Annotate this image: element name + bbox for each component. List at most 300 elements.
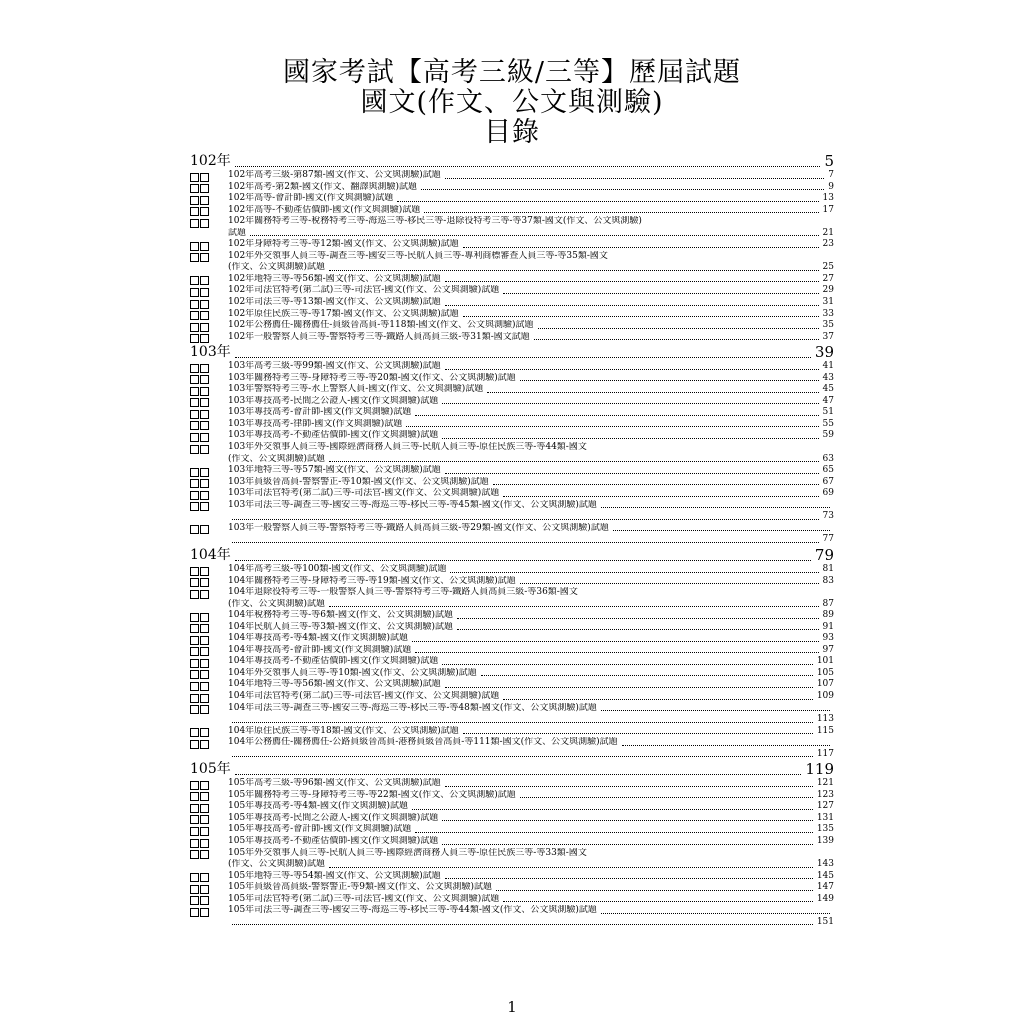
checkbox[interactable]: [200, 364, 209, 373]
checkbox[interactable]: [190, 433, 199, 442]
toc-heading: 目錄: [484, 117, 540, 148]
dot-leader: [232, 924, 813, 925]
entry-page-number: 97: [822, 644, 834, 655]
checkbox[interactable]: [190, 740, 199, 749]
checkbox[interactable]: [190, 885, 199, 894]
entry-title: 102年高考-第2類-國文(作文、翻譯與測驗)試題: [228, 181, 418, 192]
checkbox[interactable]: [190, 839, 199, 848]
entry-page-number: 69: [822, 488, 834, 499]
entry-page-number: 91: [822, 621, 834, 632]
checkbox[interactable]: [200, 850, 209, 859]
entry-page-number: 131: [816, 812, 834, 823]
checkbox[interactable]: [190, 636, 199, 645]
checkbox-pair: [190, 445, 209, 454]
checkbox[interactable]: [200, 433, 209, 442]
dot-leader: [457, 629, 819, 630]
dot-leader: [481, 675, 813, 676]
dot-leader: [601, 913, 830, 914]
entry-title: 102年地特三等-等56類-國文(作文、公文與測驗)試題: [228, 273, 441, 284]
checkbox[interactable]: [200, 908, 209, 917]
entry-title: 104年專技高考-不動產估價師-國文(作文與測驗)試題: [228, 656, 439, 667]
toc-entry[interactable]: [190, 679, 834, 691]
checkbox-pair: [190, 173, 209, 182]
entry-title: 105年地特三等-等54類-國文(作文、公文與測驗)試題: [228, 870, 441, 881]
checkbox-pair: [190, 433, 209, 442]
checkbox[interactable]: [190, 850, 199, 859]
checkbox[interactable]: [190, 613, 199, 622]
checkbox[interactable]: [200, 288, 209, 297]
checkbox[interactable]: [200, 567, 209, 576]
toc-entry-continuation: [190, 599, 834, 611]
checkbox[interactable]: [190, 242, 199, 251]
entry-page-number: 73: [822, 511, 834, 522]
checkbox[interactable]: [200, 398, 209, 407]
checkbox[interactable]: [190, 421, 199, 430]
toc-entry[interactable]: [190, 500, 834, 512]
entry-title: 105年專技高考-民間之公證人-國文(作文與測驗)試題: [228, 812, 439, 823]
checkbox[interactable]: [190, 468, 199, 477]
dot-leader: [415, 832, 813, 833]
checkbox[interactable]: [190, 815, 199, 824]
year-heading[interactable]: [190, 547, 834, 564]
dot-leader: [503, 293, 818, 294]
toc-entry[interactable]: [190, 645, 834, 657]
entry-title: 102年公務薦任-關務薦任-員級晉高員-等118類-國文(作文、公文與測驗)試題: [228, 320, 534, 331]
toc-entry[interactable]: [190, 396, 834, 408]
dot-leader: [406, 426, 818, 427]
checkbox-pair: [190, 850, 209, 859]
dot-leader: [463, 316, 819, 317]
checkbox-pair: [190, 387, 209, 396]
toc-entry-continuation: [190, 534, 834, 546]
dot-leader: [250, 235, 819, 236]
toc-entry[interactable]: [190, 216, 834, 228]
toc-entry[interactable]: [190, 656, 834, 668]
checkbox[interactable]: [200, 445, 209, 454]
year-label: 103年: [190, 344, 231, 361]
entry-page-number: 21: [822, 227, 834, 238]
entry-title: 104年外交領事人員三等-等10類-國文(作文、公文與測驗)試題: [228, 667, 477, 678]
dot-leader: [442, 844, 813, 845]
toc-entry[interactable]: [190, 691, 834, 703]
toc-entry[interactable]: [190, 801, 834, 813]
toc-entry[interactable]: [190, 419, 834, 431]
checkbox[interactable]: [200, 300, 209, 309]
toc-entry[interactable]: [190, 813, 834, 825]
entry-title: 102年司法三等-等13類-國文(作文、公文與測驗)試題: [228, 297, 441, 308]
checkbox-pair: [190, 705, 209, 714]
entry-page-number: 67: [822, 476, 834, 487]
entry-page-number: 123: [816, 789, 834, 800]
year-page-number: 39: [814, 343, 834, 362]
dot-leader: [445, 369, 819, 370]
checkbox[interactable]: [200, 276, 209, 285]
entry-page-number: 43: [822, 372, 834, 383]
entry-title: 104年稅務特考三等-等6類-國文(作文、公文與測驗)試題: [228, 610, 454, 621]
entry-title: 102年高等-會計師-國文(作文與測驗)試題: [228, 193, 394, 204]
toc-entry-continuation: [190, 262, 834, 274]
checkbox[interactable]: [200, 323, 209, 332]
checkbox-pair: [190, 334, 209, 343]
checkbox[interactable]: [190, 792, 199, 801]
checkbox[interactable]: [190, 694, 199, 703]
dot-leader: [520, 583, 819, 584]
checkbox[interactable]: [190, 253, 199, 262]
entry-page-number: 147: [816, 882, 834, 893]
dot-leader: [442, 664, 813, 665]
checkbox[interactable]: [190, 781, 199, 790]
year-heading[interactable]: [190, 344, 834, 361]
toc-entry[interactable]: [190, 332, 834, 344]
entry-title: 103年司法官特考(第二試)三等-司法官-國文(作文、公文與測驗)試題: [228, 488, 500, 499]
checkbox[interactable]: [200, 207, 209, 216]
toc-entry[interactable]: [190, 894, 834, 906]
checkbox[interactable]: [190, 334, 199, 343]
checkbox[interactable]: [190, 659, 199, 668]
checkbox[interactable]: [200, 647, 209, 656]
checkbox[interactable]: [190, 502, 199, 511]
checkbox-pair: [190, 590, 209, 599]
toc-entry[interactable]: [190, 778, 834, 790]
checkbox[interactable]: [200, 740, 209, 749]
dot-leader: [445, 473, 819, 474]
checkbox[interactable]: [200, 253, 209, 262]
toc-entry[interactable]: [190, 309, 834, 321]
toc-entry[interactable]: [190, 373, 834, 385]
checkbox[interactable]: [200, 624, 209, 633]
checkbox[interactable]: [190, 288, 199, 297]
entry-title: 103年一般警察人員三等-警察特考三等-鐵路人員高員三級-等29類-國文(作文、公文與測驗)試題: [228, 522, 609, 533]
checkbox[interactable]: [200, 502, 209, 511]
entry-title: 103年外交領事人員三等-國際經濟商務人員三等-民航人員三等-原住民族三等-等44類-國文: [228, 442, 587, 453]
checkbox[interactable]: [200, 792, 209, 801]
checkbox[interactable]: [200, 242, 209, 251]
toc-entry[interactable]: [190, 193, 834, 205]
toc-entry[interactable]: [190, 182, 834, 194]
checkbox-pair: [190, 815, 209, 824]
checkbox[interactable]: [200, 491, 209, 500]
checkbox-pair: [190, 468, 209, 477]
checkbox[interactable]: [200, 659, 209, 668]
toc-entry[interactable]: [190, 564, 834, 576]
dot-leader: [520, 380, 819, 381]
entry-page-number: 33: [822, 308, 834, 319]
checkbox[interactable]: [200, 173, 209, 182]
checkbox[interactable]: [190, 705, 199, 714]
checkbox[interactable]: [200, 728, 209, 737]
checkbox-pair: [190, 839, 209, 848]
toc-entry[interactable]: [190, 477, 834, 489]
entry-title: 105年司法三等-調查三等-國安三等-海巡三等-移民三等-等44類-國文(作文、公文與測驗)試題: [228, 905, 597, 916]
entry-page-number: 45: [822, 384, 834, 395]
dot-leader: [457, 618, 819, 619]
dot-leader: [424, 212, 818, 213]
checkbox[interactable]: [200, 804, 209, 813]
checkbox[interactable]: [190, 567, 199, 576]
checkbox-pair: [190, 792, 209, 801]
entry-page-number: 59: [822, 430, 834, 441]
dot-leader: [235, 560, 811, 561]
checkbox[interactable]: [200, 682, 209, 691]
checkbox[interactable]: [190, 445, 199, 454]
toc-entry[interactable]: [190, 622, 834, 634]
entry-title: 103年專技高考-會計師-國文(作文與測驗)試題: [228, 407, 412, 418]
checkbox[interactable]: [190, 387, 199, 396]
checkbox-pair: [190, 300, 209, 309]
entry-title: 105年外交領事人員三等-民航人員三等-國際經濟商務人員三等-原住民族三等-等33類-國文: [228, 847, 587, 858]
checkbox-pair: [190, 908, 209, 917]
checkbox[interactable]: [190, 184, 199, 193]
checkbox-pair: [190, 276, 209, 285]
checkbox-pair: [190, 781, 209, 790]
entry-page-number: 55: [822, 418, 834, 429]
entry-page-number: 109: [816, 690, 834, 701]
checkbox[interactable]: [190, 525, 199, 534]
page-number: 1: [507, 998, 517, 1016]
checkbox[interactable]: [200, 387, 209, 396]
checkbox[interactable]: [200, 525, 209, 534]
toc-entry[interactable]: [190, 320, 834, 332]
checkbox-pair: [190, 479, 209, 488]
entry-title: 104年公務薦任-關務薦任-公路員級晉高員-港務員級晉高員-等111類-國文(作文、公文與測驗)試題: [228, 737, 618, 748]
dot-leader: [442, 403, 818, 404]
toc-entry[interactable]: [190, 407, 834, 419]
toc-entry[interactable]: [190, 836, 834, 848]
toc-entry[interactable]: [190, 384, 834, 396]
checkbox[interactable]: [200, 219, 209, 228]
toc-entry-continuation: [190, 749, 834, 761]
checkbox[interactable]: [190, 578, 199, 587]
checkbox[interactable]: [190, 219, 199, 228]
dot-leader: [493, 484, 819, 485]
toc-entry[interactable]: [190, 576, 834, 588]
toc-entry[interactable]: [190, 726, 834, 738]
toc-entry[interactable]: [190, 430, 834, 442]
dot-leader: [415, 652, 818, 653]
toc-entry[interactable]: [190, 587, 834, 599]
checkbox[interactable]: [200, 184, 209, 193]
checkbox[interactable]: [200, 421, 209, 430]
checkbox[interactable]: [200, 815, 209, 824]
checkbox[interactable]: [200, 896, 209, 905]
checkbox-pair: [190, 804, 209, 813]
title-block: [0, 58, 1024, 148]
toc-entry[interactable]: [190, 274, 834, 286]
toc-entry[interactable]: [190, 285, 834, 297]
checkbox-pair: [190, 659, 209, 668]
checkbox-pair: [190, 728, 209, 737]
checkbox[interactable]: [200, 311, 209, 320]
toc-entry[interactable]: [190, 871, 834, 883]
checkbox-pair: [190, 567, 209, 576]
entry-page-number: 121: [816, 778, 834, 789]
toc-entry[interactable]: [190, 251, 834, 263]
entry-title: 103年專技高考-民間之公證人-國文(作文與測驗)試題: [228, 395, 439, 406]
dot-leader: [329, 606, 819, 607]
checkbox[interactable]: [190, 670, 199, 679]
checkbox-pair: [190, 670, 209, 679]
toc-entry-continuation: [190, 511, 834, 523]
toc-entry[interactable]: [190, 361, 834, 373]
checkbox-pair: [190, 624, 209, 633]
checkbox-pair: [190, 242, 209, 251]
checkbox[interactable]: [190, 398, 199, 407]
checkbox[interactable]: [200, 479, 209, 488]
year-heading[interactable]: [190, 761, 834, 778]
checkbox[interactable]: [200, 636, 209, 645]
entry-page-number: 29: [822, 285, 834, 296]
entry-title-continuation: (作文、公文與測驗)試題: [228, 262, 326, 273]
checkbox[interactable]: [200, 827, 209, 836]
toc-entry[interactable]: [190, 905, 834, 917]
checkbox-pair: [190, 410, 209, 419]
entry-title: 105年司法官特考(第二試)三等-司法官-國文(作文、公文與測驗)試題: [228, 893, 500, 904]
checkbox[interactable]: [190, 196, 199, 205]
dot-leader: [445, 786, 813, 787]
entry-title: 102年關務特考三等-稅務特考三等-海巡三等-移民三等-退除役特考三等-等37類-國文(作文、公文與測驗): [228, 216, 642, 227]
checkbox-pair: [190, 896, 209, 905]
dot-leader: [232, 519, 819, 520]
checkbox[interactable]: [200, 873, 209, 882]
entry-page-number: 93: [822, 633, 834, 644]
toc-entry-continuation: [190, 714, 834, 726]
checkbox[interactable]: [190, 173, 199, 182]
entry-title: 104年原住民族三等-等18類-國文(作文、公文與測驗)試題: [228, 725, 459, 736]
checkbox[interactable]: [190, 364, 199, 373]
checkbox[interactable]: [190, 590, 199, 599]
year-page-number: 79: [814, 545, 834, 564]
checkbox[interactable]: [190, 908, 199, 917]
toc-entry[interactable]: [190, 610, 834, 622]
entry-title: 104年退除役特考三等-一般警察人員三等-警察特考三等-鐵路人員高員三級-等36類-國文: [228, 587, 578, 598]
entry-page-number: 77: [822, 534, 834, 545]
checkbox-pair: [190, 491, 209, 500]
checkbox[interactable]: [200, 334, 209, 343]
toc-entry[interactable]: [190, 523, 834, 535]
entry-title: 103年警察特考三等-水上警察人員-國文(作文、公文與測驗)試題: [228, 384, 484, 395]
checkbox[interactable]: [190, 896, 199, 905]
entry-page-number: 149: [816, 893, 834, 904]
toc-entry[interactable]: [190, 297, 834, 309]
checkbox-pair: [190, 184, 209, 193]
dot-leader: [232, 756, 813, 757]
entry-title: 105年專技高考-不動產估價師-國文(作文與測驗)試題: [228, 835, 439, 846]
checkbox[interactable]: [190, 276, 199, 285]
dot-leader: [503, 901, 813, 902]
checkbox-pair: [190, 682, 209, 691]
entry-page-number: 83: [822, 575, 834, 586]
checkbox[interactable]: [200, 781, 209, 790]
checkbox[interactable]: [190, 410, 199, 419]
entry-page-number: 27: [822, 273, 834, 284]
checkbox[interactable]: [190, 207, 199, 216]
toc-entry[interactable]: [190, 882, 834, 894]
checkbox[interactable]: [200, 468, 209, 477]
entry-title: 105年員級晉高員級-警察警正-等9類-國文(作文、公文與測驗)試題: [228, 882, 493, 893]
checkbox[interactable]: [200, 410, 209, 419]
toc-entry[interactable]: [190, 668, 834, 680]
entry-title: 103年專技高考-不動產估價師-國文(作文與測驗)試題: [228, 430, 439, 441]
checkbox[interactable]: [190, 873, 199, 882]
toc-entry[interactable]: [190, 488, 834, 500]
checkbox[interactable]: [190, 682, 199, 691]
dot-leader: [503, 699, 813, 700]
entry-title: 103年高考三級-等99類-國文(作文、公文與測驗)試題: [228, 361, 441, 372]
checkbox[interactable]: [190, 624, 199, 633]
toc-entry[interactable]: [190, 170, 834, 182]
entry-page-number: 65: [822, 465, 834, 476]
checkbox[interactable]: [200, 670, 209, 679]
dot-leader: [329, 461, 819, 462]
entry-page-number: 51: [822, 407, 834, 418]
checkbox[interactable]: [200, 375, 209, 384]
toc-entry[interactable]: [190, 465, 834, 477]
checkbox[interactable]: [190, 491, 199, 500]
dot-leader: [232, 722, 813, 723]
entry-title: 105年專技高考-會計師-國文(作文與測驗)試題: [228, 824, 412, 835]
checkbox[interactable]: [190, 375, 199, 384]
checkbox[interactable]: [190, 479, 199, 488]
checkbox-pair: [190, 207, 209, 216]
main-title: 國家考試【高考三級/三等】歷屆試題: [282, 57, 742, 88]
checkbox[interactable]: [200, 885, 209, 894]
toc-entry[interactable]: [190, 737, 834, 749]
checkbox-pair: [190, 885, 209, 894]
entry-title: 103年地特三等-等57類-國文(作文、公文與測驗)試題: [228, 465, 441, 476]
checkbox[interactable]: [200, 839, 209, 848]
checkbox[interactable]: [190, 311, 199, 320]
checkbox-pair: [190, 364, 209, 373]
toc-entry[interactable]: [190, 790, 834, 802]
checkbox[interactable]: [200, 705, 209, 714]
year-heading[interactable]: [190, 153, 834, 170]
checkbox[interactable]: [190, 300, 199, 309]
entry-title-continuation: (作文、公文與測驗)試題: [228, 859, 326, 870]
toc-entry[interactable]: [190, 824, 834, 836]
checkbox[interactable]: [190, 323, 199, 332]
toc-entry-continuation: [190, 859, 834, 871]
entry-page-number: 113: [816, 714, 834, 725]
checkbox[interactable]: [200, 578, 209, 587]
entry-page-number: 17: [822, 204, 834, 215]
checkbox[interactable]: [190, 804, 199, 813]
toc-entry[interactable]: [190, 239, 834, 251]
checkbox[interactable]: [190, 647, 199, 656]
toc-entry[interactable]: [190, 205, 834, 217]
checkbox[interactable]: [200, 196, 209, 205]
toc-entry[interactable]: [190, 703, 834, 715]
checkbox[interactable]: [200, 694, 209, 703]
toc-entry-continuation: [190, 917, 834, 929]
entry-page-number: 151: [816, 916, 834, 927]
toc-entry[interactable]: [190, 633, 834, 645]
entry-title-continuation: (作文、公文與測驗)試題: [228, 453, 326, 464]
entry-title: 104年司法官特考(第二試)三等-司法官-國文(作文、公文與測驗)試題: [228, 690, 500, 701]
toc-entry[interactable]: [190, 442, 834, 454]
checkbox[interactable]: [200, 590, 209, 599]
checkbox-pair: [190, 502, 209, 511]
dot-leader: [421, 189, 824, 190]
toc-entry[interactable]: [190, 848, 834, 860]
checkbox[interactable]: [200, 613, 209, 622]
checkbox[interactable]: [190, 728, 199, 737]
dot-leader: [412, 641, 819, 642]
entry-title: 105年專技高考-等4類-國文(作文與測驗)試題: [228, 801, 409, 812]
checkbox[interactable]: [190, 827, 199, 836]
dot-leader: [235, 357, 811, 358]
dot-leader: [538, 328, 819, 329]
entry-title: 105年高考三級-等96類-國文(作文、公文與測驗)試題: [228, 778, 441, 789]
